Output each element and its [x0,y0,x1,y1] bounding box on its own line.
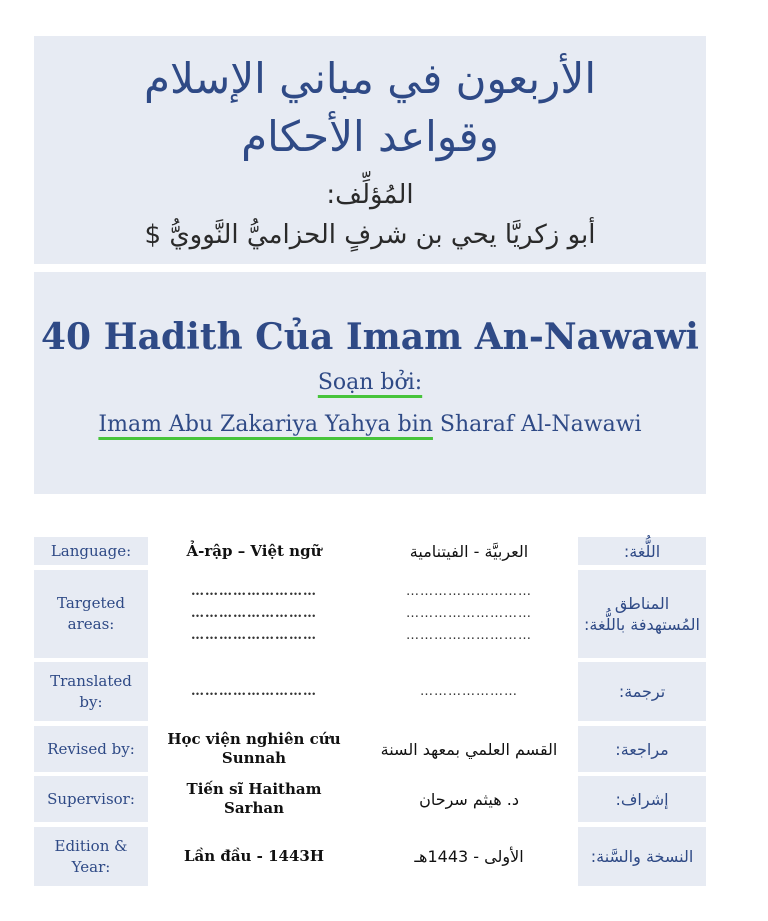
info-row-2-label-ar: ترجمة: [578,662,706,721]
author-label-text: Soạn bởi: [317,370,423,395]
info-row-4-value-ar: د. هيثم سرحان [419,789,519,809]
dotted-placeholder-line: ……………………… [406,628,532,643]
info-row-1-label-en: Targeted areas: [34,570,148,658]
latin-header-box [34,272,706,494]
info-row-3-label-ar: مراجعة: [578,726,706,772]
book-title: 40 Hadith Của Imam An-Nawawi [41,316,699,358]
info-row-5-label-ar: النسخة والسَّنة: [578,827,706,886]
info-row-3-label-en: Revised by: [34,726,148,772]
info-row-5-value-ar: الأولى - 1443هـ [414,847,524,866]
info-row-1-label-ar: المناطق المُستهدفة باللُّغة: [578,570,706,658]
dotted-placeholder-line: ……………………… [191,584,317,599]
arabic-author-label: المُؤلِّف: [326,180,414,210]
author-name-part-2: Sharaf Al-Nawawi [432,412,642,437]
info-row-3-value-vn: Học viện nghiên cứu Sunnah [167,730,341,767]
info-row-5-value-vn: Lần đầu - 1443H [183,847,325,865]
info-row-0-value-ar: العربيَّة - الفيتنامية [409,541,529,561]
dotted-placeholder-line: ……………………… [191,683,317,699]
author-name-part-1: Imam Abu Zakariya Yahya bin [98,412,433,437]
arabic-author-name: أبو زكريَّا يحي بن شرفٍ الحزاميُّ النَّوويُّ $ [144,220,596,250]
dotted-placeholder-line: ……………………… [406,606,532,621]
info-row-1-value-vn [158,570,350,658]
info-row-5-label-en: Edition & Year: [34,827,148,886]
dotted-placeholder-line: ……………………… [191,628,317,643]
info-row-2-value-ar [370,662,568,721]
author-name [34,412,706,437]
author-label [34,370,706,395]
info-row-2-value-vn [158,662,350,721]
info-row-1-value-ar [370,570,568,658]
info-row-0-value-vn: Ả-rập – Việt ngữ [186,541,322,560]
dotted-placeholder-line: ………………… [420,683,518,699]
info-row-0-label-ar: اللُّغة: [578,537,706,565]
arabic-header-box [34,36,706,264]
dotted-placeholder-line: ……………………… [406,584,532,599]
info-row-4-label-en: Supervisor: [34,776,148,822]
info-row-4-label-ar: إشراف: [578,776,706,822]
info-row-0-label-en: Language: [34,537,148,565]
info-row-2-label-en: Translated by: [34,662,148,721]
dotted-placeholder-line: ……………………… [191,606,317,621]
arabic-title-line-1: الأربعون في مباني الإسلام [143,54,597,103]
info-row-4-value-vn: Tiến sĩ Haitham Sarhan [186,780,322,817]
arabic-title-line-2: وقواعد الأحكام [241,112,499,161]
info-row-3-value-ar: القسم العلمي بمعهد السنة [380,739,558,759]
